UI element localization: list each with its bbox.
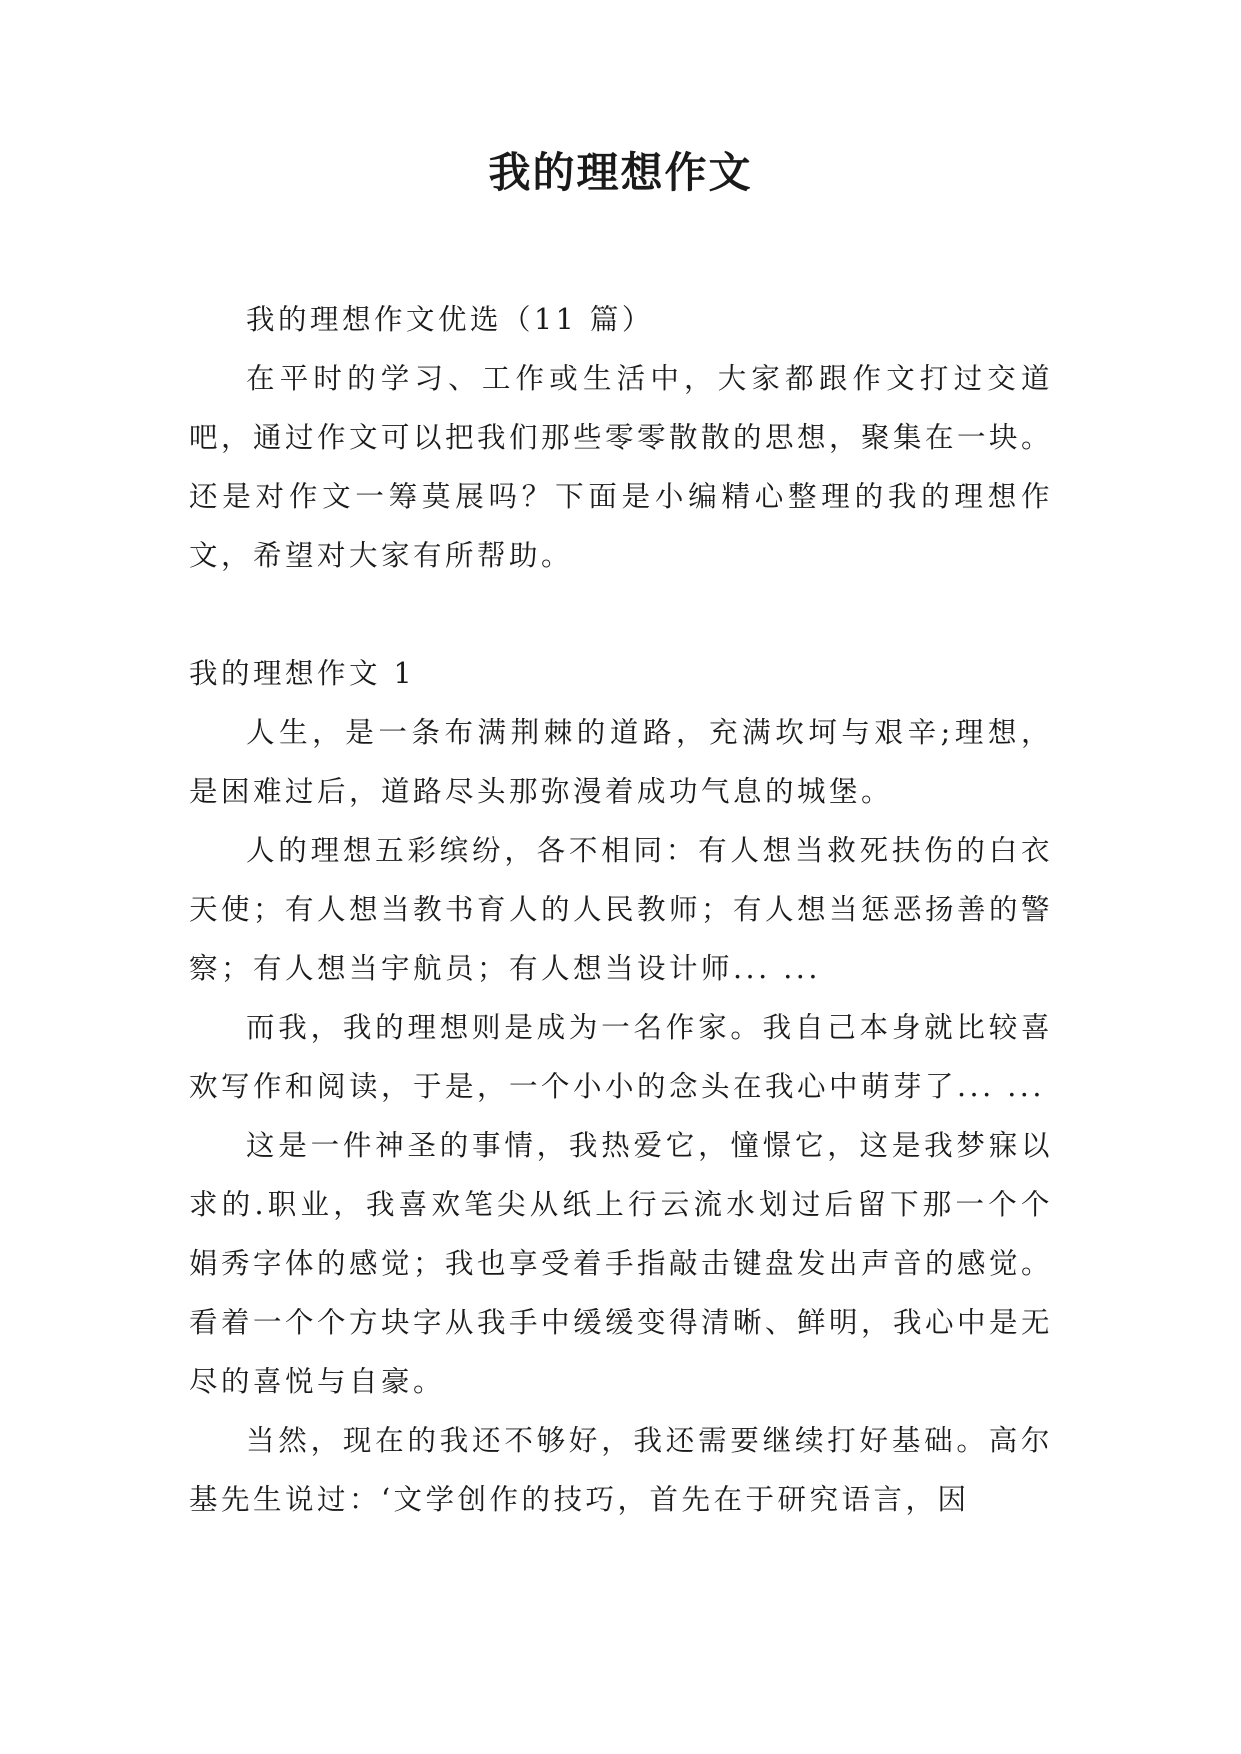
body-paragraph: 当然，现在的我还不够好，我还需要继续打好基础。高尔基先生说过：‘文学创作的技巧，首先在于研究语言，因 bbox=[189, 1424, 1053, 1516]
document-body bbox=[189, 290, 1053, 1529]
section-heading: 我的理想作文 1 bbox=[189, 657, 416, 690]
body-paragraph: 人的理想五彩缤纷，各不相同：有人想当救死扶伤的白衣天使；有人想当教书育人的人民教师；有人想当惩恶扬善的警察；有人想当宇航员；有人想当设计师... ... bbox=[189, 834, 1054, 985]
body-paragraph: 这是一件神圣的事情，我热爱它，憧憬它，这是我梦寐以求的.职业，我喜欢笔尖从纸上行云流水划过后留下那一个个娟秀字体的感觉；我也享受着手指敲击键盘发出声音的感觉。看着一个个方块字从我手中缓缓变得清晰、鲜明，我心中是无尽的喜悦与自豪。 bbox=[189, 1129, 1054, 1398]
intro-paragraph: 在平时的学习、工作或生活中，大家都跟作文打过交道吧，通过作文可以把我们那些零零散散的思想，聚集在一块。还是对作文一筹莫展吗？下面是小编精心整理的我的理想作文，希望对大家有所帮助。 bbox=[189, 362, 1054, 572]
document-title: 我的理想作文 bbox=[488, 148, 753, 197]
subtitle-paragraph: 我的理想作文优选（11 篇） bbox=[246, 303, 654, 336]
paragraph-gap bbox=[189, 585, 1053, 644]
body-paragraph: 人生，是一条布满荆棘的道路，充满坎坷与艰辛;理想，是困难过后，道路尽头那弥漫着成功气息的城堡。 bbox=[189, 716, 1053, 808]
body-paragraph: 而我，我的理想则是成为一名作家。我自己本身就比较喜欢写作和阅读，于是，一个小小的念头在我心中萌芽了... ... bbox=[189, 1011, 1053, 1103]
